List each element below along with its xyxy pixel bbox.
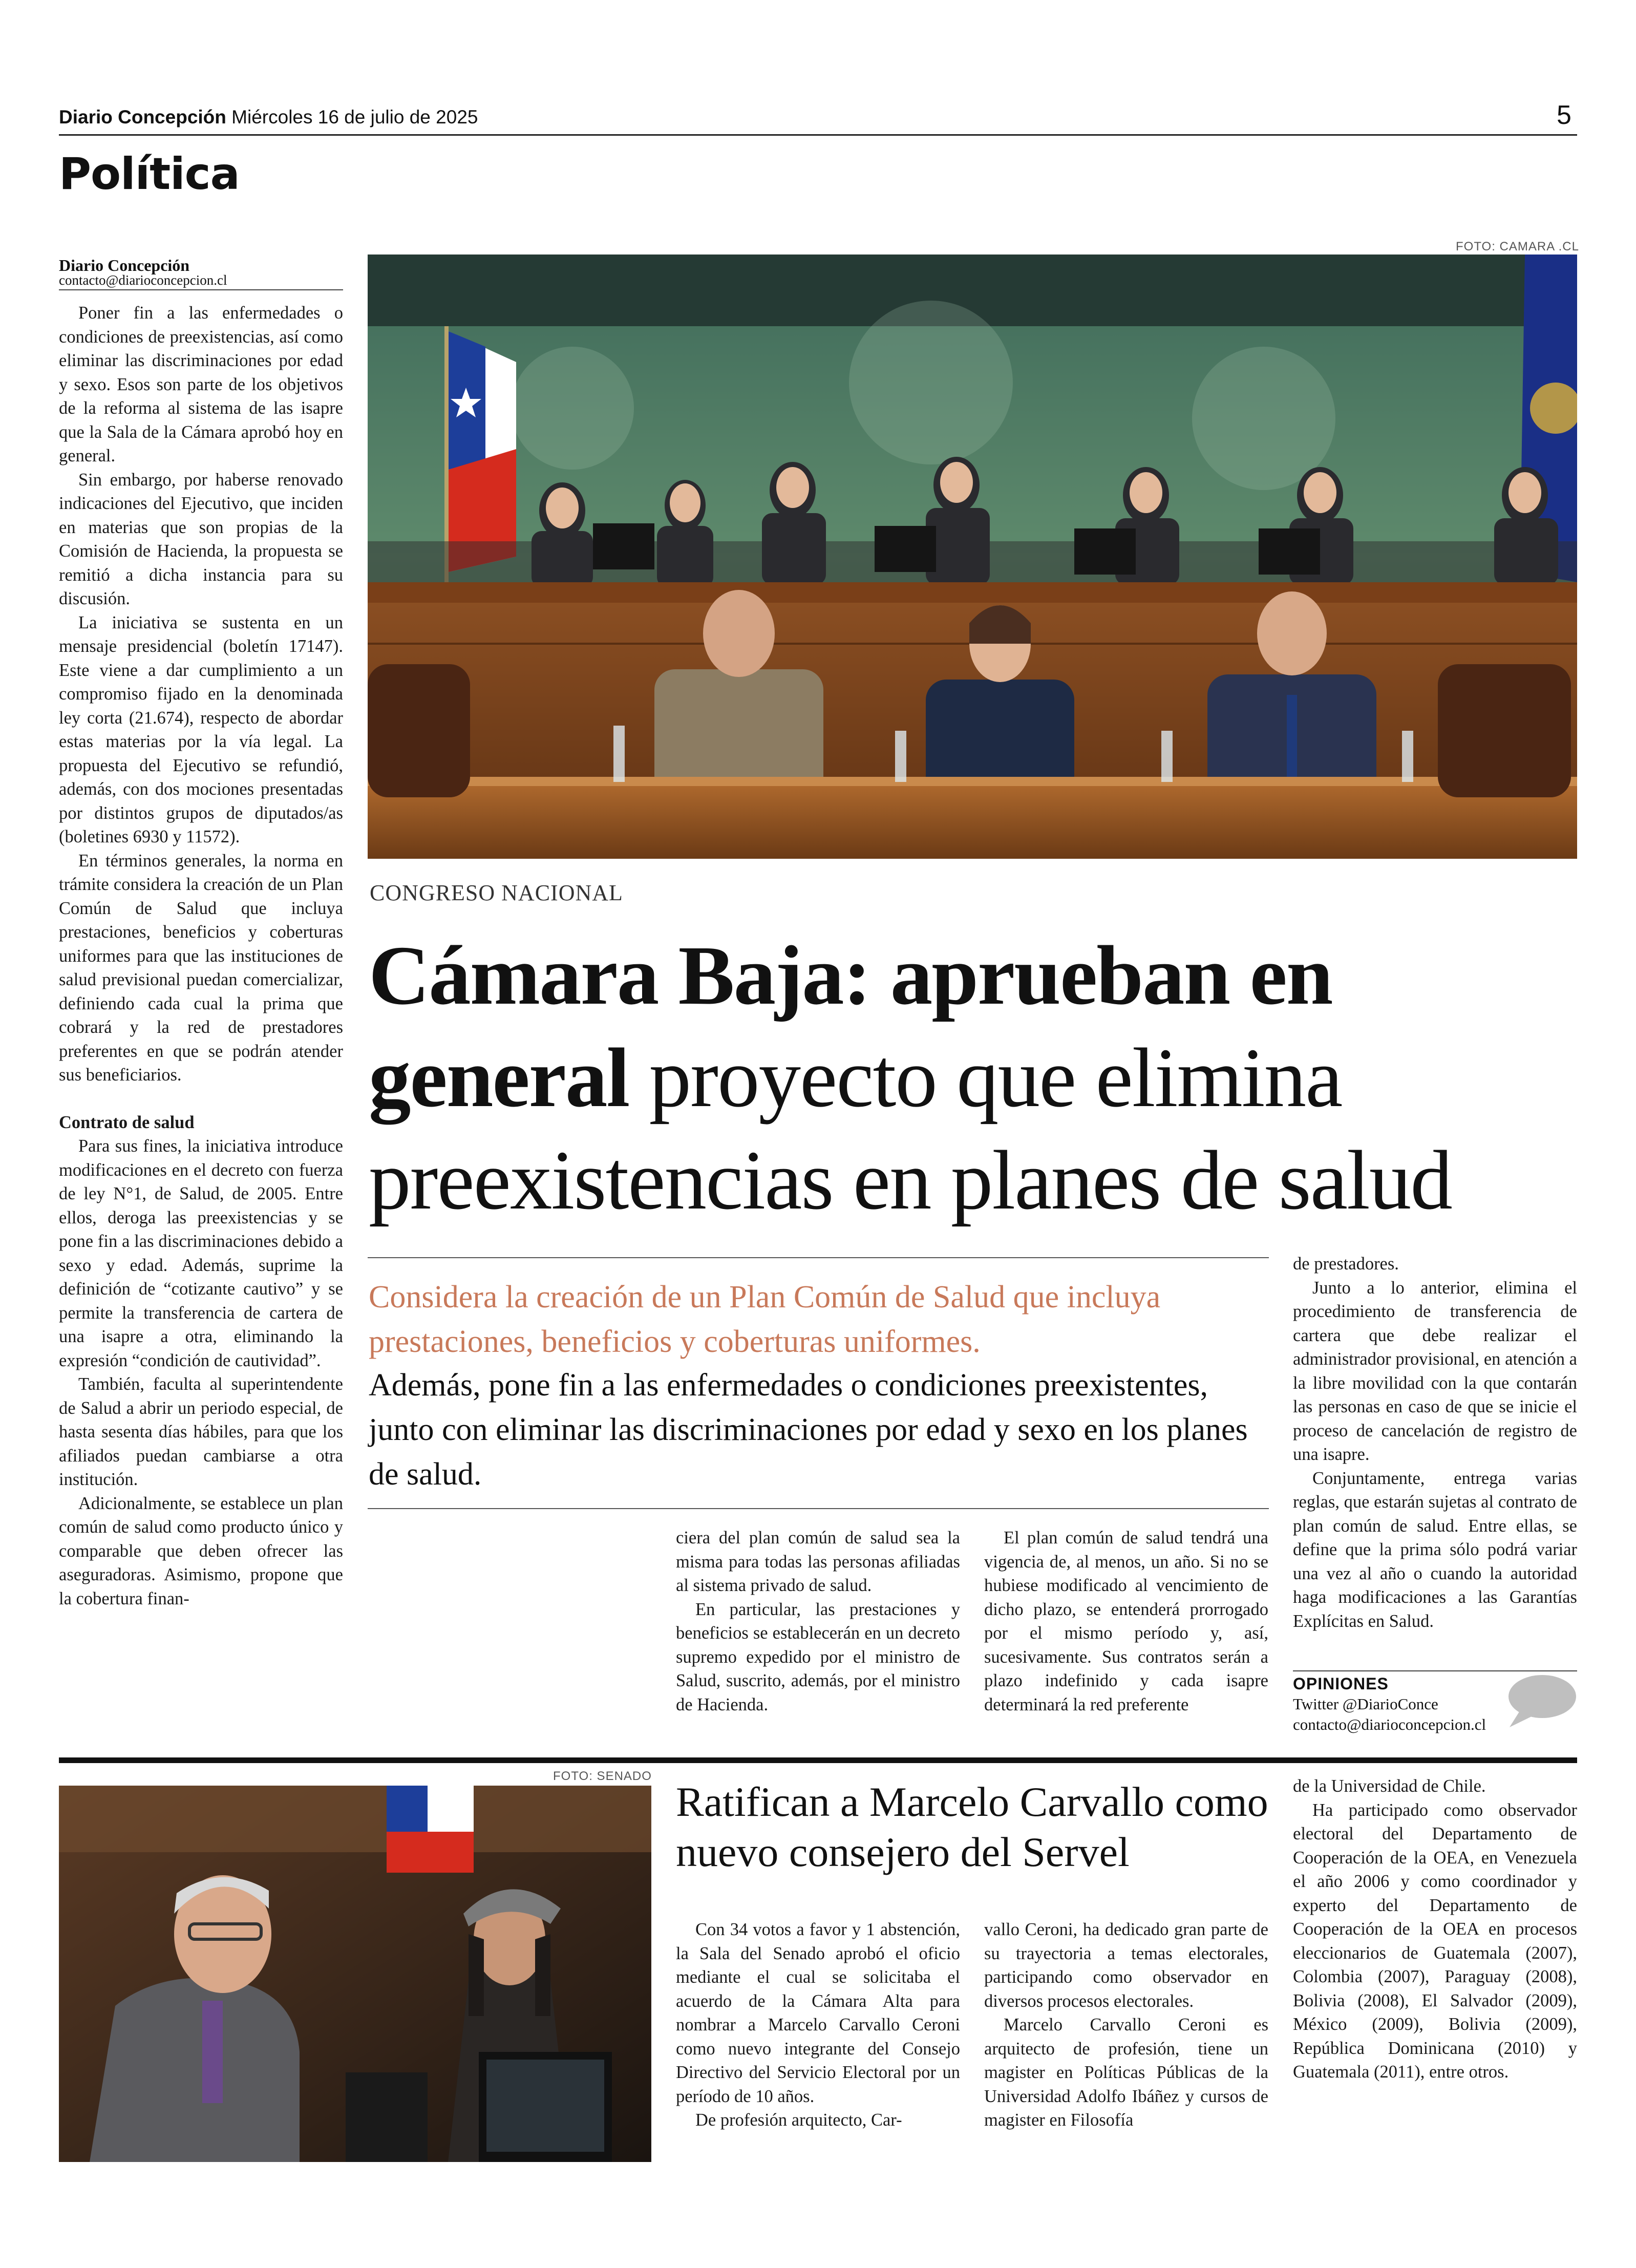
main-story-column-2 — [676, 1526, 960, 1716]
second-story-column-1 — [676, 1918, 960, 2132]
main-story-column-1 — [59, 301, 343, 1610]
chamber-session-illustration — [368, 255, 1577, 859]
paragraph: de prestadores. — [1293, 1254, 1399, 1274]
second-story-column-3 — [1293, 1774, 1577, 2084]
lead-rule-bottom — [368, 1508, 1269, 1509]
paragraph: Sin embargo, por haberse renovado indicaciones del Ejecutivo, que inciden en materias que son propias de la Comisión de Hacienda, la propuesta se remitió a dicha instancia para su discusión. — [59, 470, 343, 608]
paragraph: Con 34 votos a favor y 1 abstención, la Sala del Senado aprobó el oficio mediante el cual se solicitaba el acuerdo de la Cámara Alta para nombrar a Marcelo Carvallo Ceroni como nuevo integrante del Consejo Directivo del Servicio Electoral por un período de 10 años. — [676, 1920, 960, 2106]
masthead — [59, 107, 478, 128]
second-headline: Ratifican a Marcelo Carvallo como nuevo consejero del Servel — [676, 1778, 1268, 1875]
paragraph: vallo Ceroni, ha dedicado gran parte de su trayectoria a temas electorales, participando como observador en diversos procesos electorales. — [984, 1920, 1268, 2011]
headline-rest: proyecto que elimina preexistencias en planes de salud — [369, 1031, 1452, 1227]
lead-text: Además, pone fin a las enfermedades o condiciones preexistentes, junto con eliminar las discriminaciones por edad y sexo en los planes de salud. — [369, 1368, 1248, 1492]
paragraph: El plan común de salud tendrá una vigencia de, al menos, un año. Si no se hubiese modificado al vencimiento de dicho plazo, se entenderá prorrogado por el mismo período y, así, sucesivamente. Sus contratos serán a plazo indefinido y cada isapre determinará la red preferente — [984, 1528, 1268, 1714]
section-title: Política — [59, 149, 240, 200]
chile-flag-small — [387, 1786, 474, 1873]
subheading: Contrato de salud — [59, 1112, 195, 1132]
paragraph: También, faculta al superintendente de Salud a abrir un periodo especial, de hasta sesenta días hábiles, para que los afiliados puedan cambiarse a otra institución. — [59, 1374, 343, 1489]
page-number: 5 — [1557, 100, 1571, 130]
main-story-column-4 — [1293, 1252, 1577, 1633]
paragraph: de la Universidad de Chile. — [1293, 1776, 1486, 1796]
byline-email: contacto@diarioconcepcion.cl — [59, 272, 227, 288]
photo-credit-senado: FOTO: SENADO — [553, 1769, 652, 1783]
paragraph: Marcelo Carvallo Ceroni es arquitecto de profesión, tiene un magister en Políticas Públicas de la Universidad Adolfo Ibáñez y cursos de magister en Filosofía — [984, 2015, 1268, 2130]
senate-illustration — [59, 1786, 651, 2162]
main-headline — [369, 924, 1577, 1232]
opiniones-rule — [1293, 1670, 1577, 1671]
paragraph: ciera del plan común de salud sea la misma para todas las personas afiliadas al sistema privado de salud. — [676, 1528, 960, 1595]
kicker: CONGRESO NACIONAL — [370, 880, 623, 905]
paragraph: De profesión arquitecto, Car- — [695, 2110, 902, 2130]
speech-bubble-icon — [1505, 1673, 1577, 1730]
paragraph: Poner fin a las enfermedades o condiciones de preexistencias, así como eliminar las discriminaciones por edad y sexo. Esos son parte de los objetivos de la reforma al sistema de las isapre que la Sala de la Cámara aprobó hoy en general. — [59, 303, 343, 465]
presenters — [654, 590, 1376, 797]
paragraph: Ha participado como observador electoral del Departamento de Cooperación de la OEA, en Venezuela el año 2006 y como coordinador y experto del Departamento de Cooperación de la OEA en procesos eleccionarios de Guatemala (2007), Colombia (2007), Paraguay (2008), Bolivia (2008), El Salvador (2009), México (2009), Bolivia (2009), República Dominicana (2010) y Guatemala (2011), entre otros. — [1293, 1800, 1577, 2082]
paragraph: En términos generales, la norma en trámite considera la creación de un Plan Común de Salud que incluya prestaciones, beneficios y coberturas uniformes para que las instituciones de salud previsional puedan comercializar, definiendo cada cual la prima que cobrará y la red de prestadores preferentes en que se podrán atender sus beneficiarios. — [59, 851, 343, 1085]
byline-name: Diario Concepción — [59, 256, 190, 274]
paragraph: Junto a lo anterior, elimina el procedimiento de transferencia de cartera que debe realizar el administrador provisional, en atención a la libre movilidad con la que contarán las personas en caso de que se inicie el proceso de cancelación de registro de una isapre. — [1293, 1278, 1577, 1464]
main-story-column-3 — [984, 1526, 1268, 1716]
senate-photo — [59, 1786, 651, 2162]
paragraph: En particular, las prestaciones y beneficios se establecerán en un decreto supremo expedido por el ministro de Salud, suscrito, además, por el ministro de Hacienda. — [676, 1599, 960, 1714]
headline-bold: Cámara Baja: aprueban en general — [369, 928, 1332, 1125]
opiniones-twitter: Twitter @DiarioConce — [1293, 1695, 1438, 1713]
paragraph: Para sus fines, la iniciativa introduce modificaciones en el decreto con fuerza de ley N°1, de Salud, de 2005. Entre ellos, deroga las preexistencias y se pone fin a las discriminaciones debido a sexo y edad. Además, suprime la definición de “cotizante cautivo” y se permite la transferencia de cartera de una isapre a otra, eliminando la expresión “condición de cautividad”. — [59, 1136, 343, 1370]
lead-rule-top — [368, 1257, 1269, 1258]
paper-name: Diario Concepción — [59, 107, 226, 128]
issue-date: Miércoles 16 de julio de 2025 — [231, 107, 478, 128]
header-rule — [59, 134, 1577, 136]
opiniones-email: contacto@diarioconcepcion.cl — [1293, 1715, 1486, 1733]
byline-rule — [59, 289, 343, 290]
chamber-session-photo — [368, 255, 1577, 859]
paragraph: Conjuntamente, entrega varias reglas, que estarán sujetas al contrato de plan común de salud. Entre ellas, se define que la prima sólo podrá variar una vez al año o cuando la autoridad haga modificaciones a las Garantías Explícitas en Salud. — [1293, 1468, 1577, 1631]
second-story-column-2 — [984, 1918, 1268, 2132]
opiniones-title: OPINIONES — [1293, 1674, 1389, 1693]
lead-highlight: Considera la creación de un Plan Común de Salud que incluya prestaciones, beneficios y coberturas uniformes. — [369, 1280, 1161, 1359]
paragraph: La iniciativa se sustenta en un mensaje presidencial (boletín 17147). Este viene a dar cumplimiento a un compromiso fijado en la denominada ley corta (21.674), respecto de abordar estas materias por la vía legal. La propuesta del Ejecutivo se refundió, además, con dos mociones presentadas por distintos grupos de diputados/as (boletines 6930 y 11572). — [59, 612, 343, 846]
photo-credit: FOTO: CAMARA .CL — [1456, 240, 1579, 253]
paragraph: Adicionalmente, se establece un plan común de salud como producto único y comparable que deben ofrecer las aseguradoras. Asimismo, propone que la cobertura finan- — [59, 1493, 343, 1608]
story-separator — [59, 1757, 1577, 1763]
